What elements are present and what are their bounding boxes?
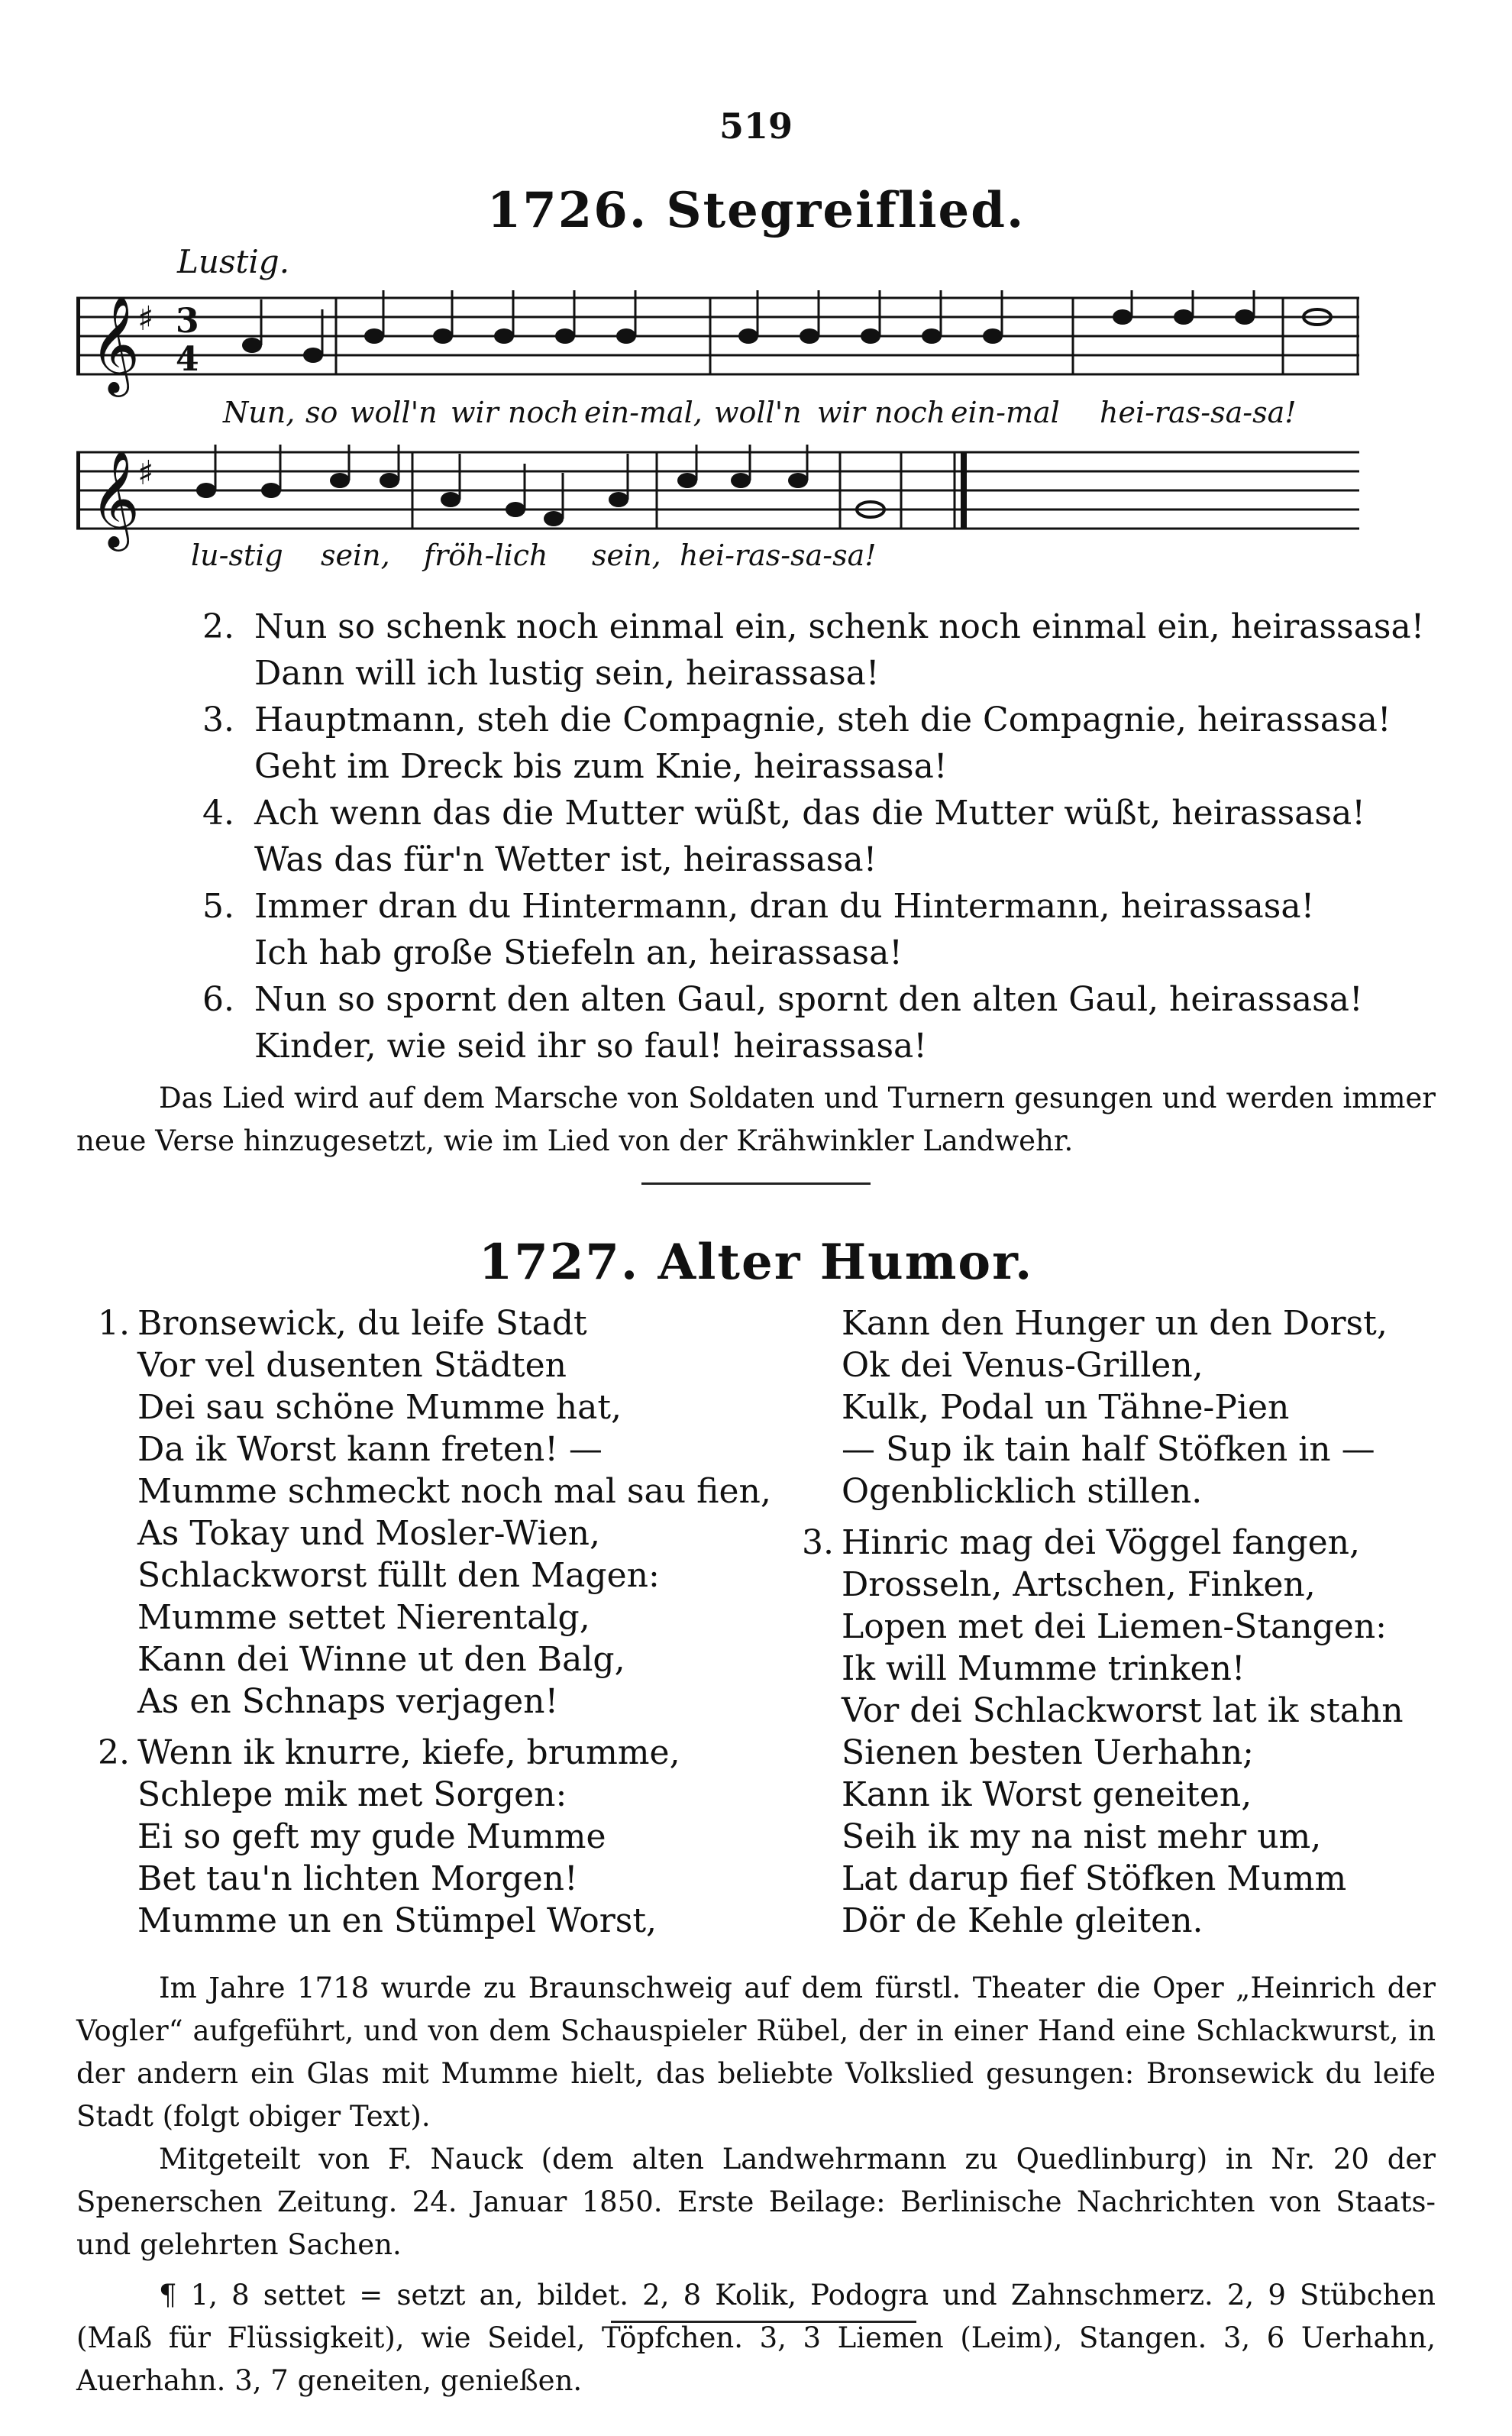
poem-line: Mumme settet Nierentalg, xyxy=(137,1598,590,1637)
lyric-syllable: hei-ras-sa-sa! xyxy=(1100,396,1297,429)
section-divider xyxy=(641,1182,871,1185)
poem-line: Kann den Hunger un den Dorst, xyxy=(842,1304,1388,1343)
verse-number: 2. xyxy=(202,607,234,646)
verse-line: Kinder, wie seid ihr so faul! heirassasa! xyxy=(254,1027,927,1066)
poem-line: Schlepe mik met Sorgen: xyxy=(137,1775,567,1814)
poem-line: Ogenblicklich stillen. xyxy=(842,1472,1203,1511)
poem-left-column xyxy=(98,1302,771,1942)
verse-line xyxy=(202,790,1424,836)
poem-line: Lat darup fief Stöfken Mumm xyxy=(842,1859,1347,1898)
poem-line: Da ik Worst kann freten! — xyxy=(137,1430,603,1469)
tempo-marking: Lustig. xyxy=(177,243,290,280)
poem-line: Kann ik Worst geneiten, xyxy=(842,1775,1252,1814)
poem-line: Ei so geft my gude Mumme xyxy=(137,1817,606,1856)
song-note xyxy=(76,1077,1436,1163)
lyric-syllable: wir xyxy=(451,396,499,429)
poem-line: Sienen besten Uerhahn; xyxy=(842,1733,1255,1772)
lyric-syllable: noch xyxy=(508,396,580,429)
section-divider xyxy=(611,2321,916,2323)
lyric-syllable: woll'n xyxy=(350,396,438,429)
poem-line: Drosseln, Artschen, Finken, xyxy=(842,1565,1316,1604)
lyric-syllable: ein-mal xyxy=(951,396,1060,429)
verse xyxy=(202,883,1424,976)
lyric-syllable: sein, xyxy=(592,539,661,572)
svg-text:𝄞: 𝄞 xyxy=(90,295,141,393)
note-paragraph: Im Jahre 1718 wurde zu Braunschweig auf dem fürstl. Theater die Oper „Heinrich der Vogler“ aufgeführt, und von dem Schauspieler Rübel, der in einer Hand eine Schlackwurst, in der andern ein Glas mit Mumme hielt, das beliebte Volkslied gesungen: Bronsewick du leife Stadt (folgt obiger Text). xyxy=(76,1972,1436,2133)
poem-line: Ik will Mumme trinken! xyxy=(842,1649,1245,1688)
svg-text:4: 4 xyxy=(176,340,199,379)
svg-text:3: 3 xyxy=(176,302,199,341)
lyric-syllable: Nun, xyxy=(223,396,296,429)
lyric-syllable: fröh-lich xyxy=(424,539,548,572)
verse xyxy=(202,697,1424,790)
verse-number: 3. xyxy=(202,700,234,739)
poem-line: Dei sau schöne Mumme hat, xyxy=(137,1388,622,1427)
poem-line xyxy=(98,1302,771,1344)
poem-line: Schlackworst füllt den Magen: xyxy=(137,1556,660,1595)
verse-text: Hauptmann, steh die Compagnie, steh die Compagnie, heirassasa! xyxy=(254,700,1391,739)
verse-text: Ach wenn das die Mutter wüßt, das die Mutter wüßt, heirassasa! xyxy=(254,794,1365,833)
verse-line: Ich hab große Stiefeln an, heirassasa! xyxy=(254,933,903,972)
poem-line: Dör de Kehle gleiten. xyxy=(842,1901,1203,1940)
verse-line xyxy=(202,883,1424,930)
lyrics-line-1 xyxy=(0,396,1512,434)
poem-line: As Tokay und Mosler-Wien, xyxy=(137,1514,600,1553)
poem-line xyxy=(98,1732,771,1774)
song-title: 1726. Stegreiflied. xyxy=(486,182,1026,239)
verse-number: 4. xyxy=(202,794,234,833)
poem-line: Ok dei Venus-Grillen, xyxy=(842,1346,1203,1385)
song-title: 1727. Alter Humor. xyxy=(478,1234,1034,1291)
song-notes xyxy=(76,1967,1436,2402)
poem-line: Bet tau'n lichten Morgen! xyxy=(137,1859,578,1898)
stanza xyxy=(98,1732,771,1942)
poem-line-text: Bronsewick, du leife Stadt xyxy=(137,1304,587,1343)
stanza xyxy=(98,1302,771,1723)
stanza-number: 3. xyxy=(802,1523,834,1562)
poem-line: — Sup ik tain half Stöfken in — xyxy=(842,1430,1375,1469)
verse-number: 5. xyxy=(202,887,234,926)
music-staff-1 xyxy=(76,290,1359,397)
lyric-syllable: sein, xyxy=(321,539,390,572)
poem-line-text: Wenn ik knurre, kiefe, brumme, xyxy=(137,1733,680,1772)
note-paragraph: Mitgeteilt von F. Nauck (dem alten Landwehrmann zu Quedlinburg) in Nr. 20 der Spenerschen Zeitung. 24. Januar 1850. Erste Beilage: Berlinische Nachrichten von Staats- und gelehrten Sachen. xyxy=(76,2143,1436,2261)
music-staff-2 xyxy=(76,445,1359,552)
verse-text: Nun so schenk noch einmal ein, schenk noch einmal ein, heirassasa! xyxy=(254,607,1425,646)
verse xyxy=(202,603,1424,697)
poem-line xyxy=(802,1522,1404,1564)
svg-text:♯: ♯ xyxy=(137,454,154,493)
page-number: 519 xyxy=(719,105,793,147)
poem-line: Vor vel dusenten Städten xyxy=(137,1346,567,1385)
lyric-syllable: so xyxy=(305,396,338,429)
lyric-syllable: woll'n xyxy=(714,396,802,429)
lyric-syllable: lu-stig xyxy=(191,539,283,572)
footnote-paragraph: ¶ 1, 8 settet = setzt an, bildet. 2, 8 Kolik, Podogra und Zahnschmerz. 2, 9 Stübchen (Maß für Flüssigkeit), wie Seidel, Töpfchen. 3, 3 Liemen (Leim), Stangen. 3, 6 Uerhahn, Auerhahn. 3, 7 geneiten, genießen. xyxy=(76,2279,1436,2397)
stanza-number: 1. xyxy=(98,1304,130,1343)
svg-text:𝄞: 𝄞 xyxy=(90,449,141,547)
poem-line: As en Schnaps verjagen! xyxy=(137,1682,559,1721)
verse-number: 6. xyxy=(202,980,234,1019)
verse-text: Nun so spornt den alten Gaul, spornt den alten Gaul, heirassasa! xyxy=(254,980,1363,1019)
stanza xyxy=(802,1302,1404,1512)
note-paragraph: Das Lied wird auf dem Marsche von Soldaten und Turnern gesungen und werden immer neue Verse hinzugesetzt, wie im Lied von der Krähwinkler Landwehr. xyxy=(76,1082,1436,1157)
poem-line: Kann dei Winne ut den Balg, xyxy=(137,1640,625,1679)
poem-right-column xyxy=(802,1302,1404,1942)
lyric-syllable: ein-mal, xyxy=(584,396,703,429)
verse-line xyxy=(202,603,1424,650)
poem-line: Vor dei Schlackworst lat ik stahn xyxy=(842,1691,1404,1730)
verse-line: Dann will ich lustig sein, heirassasa! xyxy=(254,654,880,693)
verse-line xyxy=(202,697,1424,743)
poem-line-text: Hinric mag dei Vöggel fangen, xyxy=(842,1523,1360,1562)
verse xyxy=(202,790,1424,883)
verse-text: Immer dran du Hintermann, dran du Hintermann, heirassasa! xyxy=(254,887,1315,926)
verse-line: Geht im Dreck bis zum Knie, heirassasa! xyxy=(254,747,948,786)
verse-line xyxy=(202,976,1424,1023)
poem-line: Kulk, Podal un Tähne-Pien xyxy=(842,1388,1290,1427)
lyric-syllable: wir xyxy=(817,396,865,429)
verse xyxy=(202,976,1424,1069)
lyric-syllable: noch xyxy=(874,396,946,429)
poem-line: Mumme schmeckt noch mal sau fien, xyxy=(137,1472,771,1511)
poem-line: Lopen met dei Liemen-Stangen: xyxy=(842,1607,1387,1646)
stanza xyxy=(802,1522,1404,1942)
verse-line: Was das für'n Wetter ist, heirassasa! xyxy=(254,840,877,879)
stanza-number: 2. xyxy=(98,1733,130,1772)
svg-text:♯: ♯ xyxy=(137,299,154,338)
poem-line: Seih ik my na nist mehr um, xyxy=(842,1817,1322,1856)
lyrics-line-2 xyxy=(0,539,1512,577)
lyric-syllable: hei-ras-sa-sa! xyxy=(680,539,877,572)
poem-line: Mumme un en Stümpel Worst, xyxy=(137,1901,657,1940)
verses-block xyxy=(202,603,1424,1069)
